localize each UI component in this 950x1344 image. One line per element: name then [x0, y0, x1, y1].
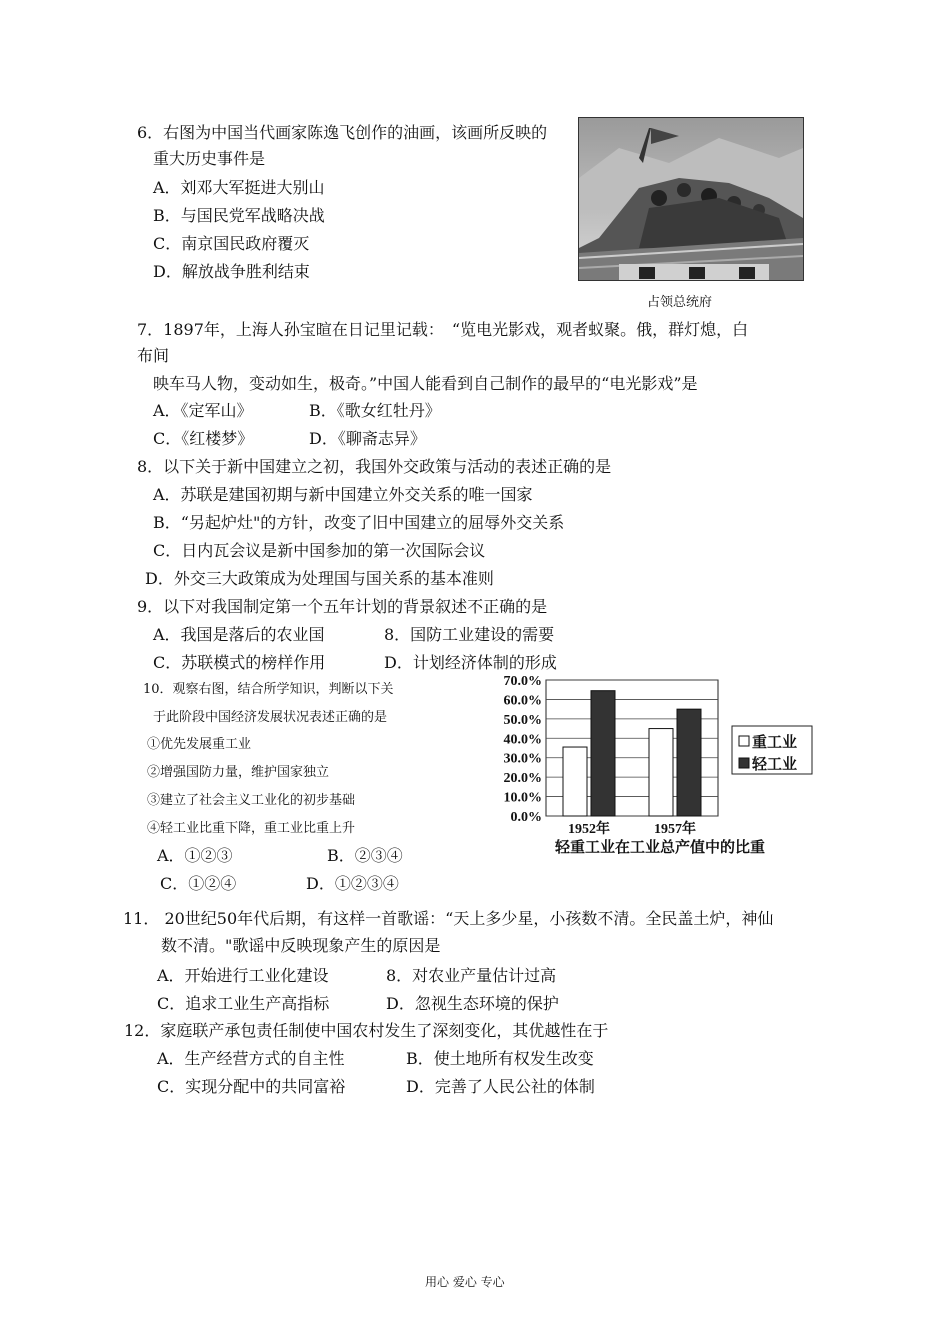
q9-option-d: D．计划经济体制的形成 [384, 653, 557, 672]
q7-stem-line2: 布间 [137, 346, 170, 365]
q6-stem-line2: 重大历史事件是 [153, 149, 266, 168]
q11-stem-line2: 数不清。"歌谣中反映现象产生的原因是 [161, 936, 441, 955]
q9-stem: 9．以下对我国制定第一个五年计划的背景叙述不正确的是 [137, 597, 548, 616]
q9-option-c: C．苏联模式的榜样作用 [153, 653, 326, 672]
y-tick-label: 70.0% [503, 674, 542, 689]
painting-illustration [579, 118, 803, 280]
q12-option-a: A．生产经营方式的自主性 [157, 1049, 345, 1068]
q12-stem: 12．家庭联产承包责任制使中国农村发生了深刻变化，其优越性在于 [124, 1021, 609, 1040]
q6-option-b: B．与国民党军战略决战 [153, 206, 325, 225]
y-tick-label: 40.0% [503, 732, 542, 748]
q11-option-c: C．追求工业生产高指标 [157, 994, 330, 1013]
q6-option-c: C．南京国民政府覆灭 [153, 234, 310, 253]
q12-option-c: C．实现分配中的共同富裕 [157, 1077, 346, 1096]
q8-option-b: B．“另起炉灶"的方针，改变了旧中国建立的屈辱外交关系 [153, 513, 565, 532]
q8-option-d: D．外交三大政策成为处理国与国关系的基本准则 [145, 569, 494, 588]
q10-statement-3: ③建立了社会主义工业化的初步基础 [147, 793, 356, 808]
y-tick-label: 20.0% [503, 771, 542, 787]
chart-title: 轻重工业在工业总产值中的比重 [554, 839, 766, 854]
legend-label-轻工业: 轻工业 [752, 756, 798, 773]
q6-stem-line1: 6．右图为中国当代画家陈逸飞创作的油画，该画所反映的 [137, 123, 548, 142]
industry-ratio-chart [490, 674, 830, 854]
q10-statement-2: ②增强国防力量，维护国家独立 [147, 765, 330, 780]
q8-stem: 8．以下关于新中国建立之初，我国外交政策与活动的表述正确的是 [137, 457, 612, 476]
q11-option-b: 8．对农业产量估计过高 [386, 966, 557, 985]
painting-caption: 占领总统府 [647, 295, 713, 310]
y-tick-label: 60.0% [503, 693, 542, 709]
chart-svg [490, 674, 830, 854]
q10-option-d: D．①②③④ [306, 874, 399, 893]
q10-stem-line2: 于此阶段中国经济发展状况表述正确的是 [153, 710, 388, 725]
q10-stem-line1: 10．观察右图，结合所学知识，判断以下关 [143, 682, 394, 697]
q8-option-a: A．苏联是建国初期与新中国建立外交关系的唯一国家 [153, 485, 533, 504]
x-tick-label: 1952年 [568, 822, 610, 837]
q10-statement-1: ①优先发展重工业 [147, 737, 252, 752]
q12-option-d: D．完善了人民公社的体制 [406, 1077, 595, 1096]
y-tick-label: 10.0% [503, 790, 542, 806]
q8-option-c: C．日内瓦会议是新中国参加的第一次国际会议 [153, 541, 486, 560]
x-tick-label: 1957年 [654, 822, 696, 837]
y-tick-label: 50.0% [503, 712, 542, 728]
bar-轻工业-1957年 [677, 709, 701, 816]
q10-option-c: C．①②④ [160, 874, 237, 893]
q6-option-d: D．解放战争胜利结束 [153, 262, 310, 281]
q11-option-d: D．忽视生态环境的保护 [386, 994, 559, 1013]
bar-轻工业-1952年 [591, 691, 615, 816]
q7-option-a: A．《定军山》 [153, 401, 253, 420]
q7-stem-line3: 映车马人物，变动如生，极奇。”中国人能看到自己制作的最早的“电光影戏”是 [153, 374, 698, 393]
q12-option-b: B．使土地所有权发生改变 [406, 1049, 594, 1068]
bar-重工业-1957年 [649, 729, 673, 816]
legend-label-重工业: 重工业 [752, 734, 798, 751]
q7-stem-line1: 7．1897年，上海人孙宝暄在日记里记载： “览电光影戏，观者蚁聚。俄，群灯熄，白 [137, 320, 749, 339]
q6-option-a: A．刘邓大军挺进大别山 [153, 178, 325, 197]
q11-option-a: A．开始进行工业化建设 [157, 966, 329, 985]
legend-swatch-轻工业 [739, 758, 749, 768]
q7-option-c: C．《红楼梦》 [153, 429, 254, 448]
oil-painting-image [578, 117, 804, 281]
q10-option-b: B．②③④ [327, 846, 403, 865]
legend-swatch-重工业 [739, 736, 749, 746]
page-footer: 用心 爱心 专心 [425, 1275, 505, 1289]
q9-option-b: 8．国防工业建设的需要 [384, 625, 555, 644]
q7-option-b: B．《歌女红牡丹》 [309, 401, 441, 420]
q10-option-a: A．①②③ [157, 846, 233, 865]
q11-stem-line1: 11． 20世纪50年代后期，有这样一首歌谣：“天上多少星，小孩数不清。全民盖土炉，神仙 [123, 909, 774, 928]
y-tick-label: 30.0% [503, 751, 542, 767]
bar-重工业-1952年 [563, 747, 587, 816]
q9-option-a: A．我国是落后的农业国 [153, 625, 325, 644]
q7-option-d: D．《聊斋志异》 [309, 429, 426, 448]
y-tick-label: 0.0% [510, 810, 542, 825]
q10-statement-4: ④轻工业比重下降，重工业比重上升 [147, 821, 356, 836]
